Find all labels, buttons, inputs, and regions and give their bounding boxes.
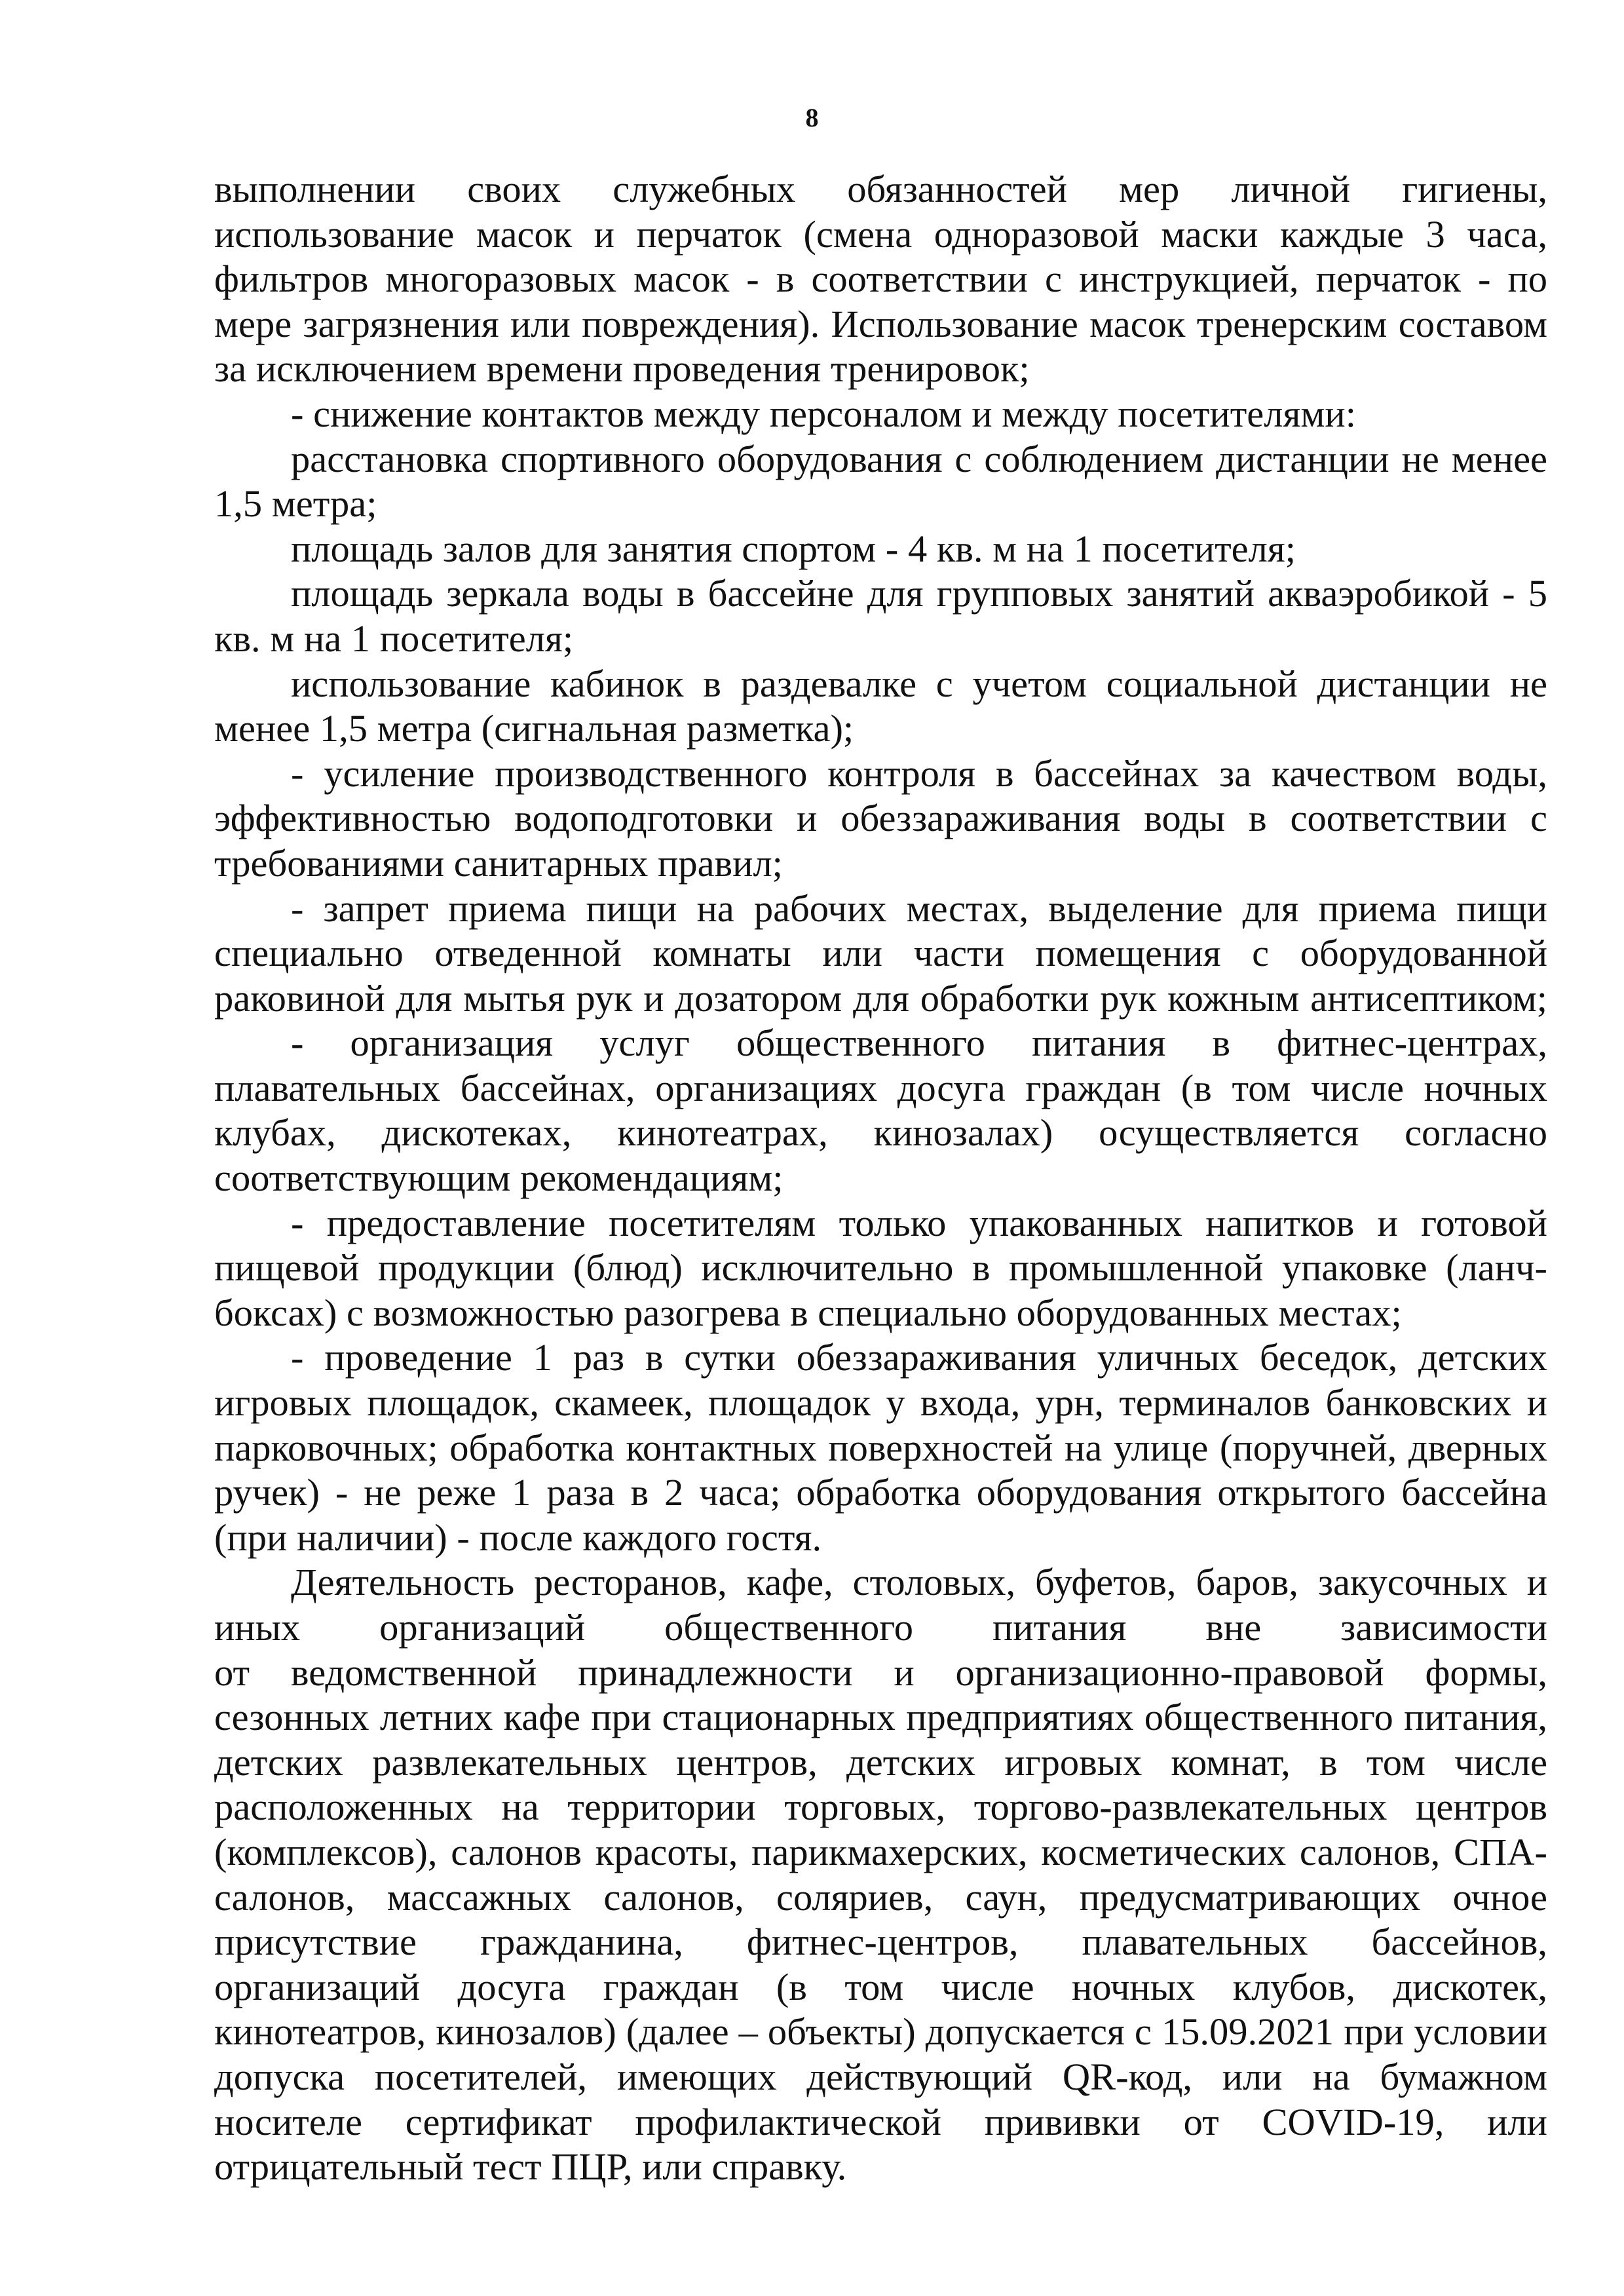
- text-line: пищевой продукции (блюд) исключительно в промышленной упаковке (ланч-: [214, 1246, 1547, 1290]
- text-line: клубах, дискотеках, кинотеатрах, кинозалах) осуществляется согласно: [214, 1111, 1547, 1155]
- text-line: эффективностью водоподготовки и обеззараживания воды в соответствии с: [214, 797, 1547, 840]
- text-line: расположенных на территории торговых, торгово-развлекательных центров: [214, 1786, 1547, 1829]
- text-line: кв. м на 1 посетителя;: [214, 617, 574, 660]
- text-line: парковочных; обработка контактных поверхностей на улице (поручней, дверных: [214, 1426, 1547, 1469]
- text-line: площадь залов для занятия спортом - 4 кв. м на 1 посетителя;: [291, 527, 1296, 570]
- text-line: Деятельность ресторанов, кафе, столовых, буфетов, баров, закусочных и: [291, 1561, 1547, 1604]
- text-line: присутствие гражданина, фитнес-центров, плавательных бассейнов,: [214, 1921, 1547, 1964]
- text-line: кинотеатров, кинозалов) (далее – объекты) допускается с 15.09.2021 при условии: [214, 2010, 1547, 2054]
- text-line: - усиление производственного контроля в бассейнах за качеством воды,: [291, 752, 1547, 795]
- text-line: менее 1,5 метра (сигнальная разметка);: [214, 707, 854, 750]
- text-line: боксах) с возможностью разогрева в специально оборудованных местах;: [214, 1291, 1402, 1334]
- text-line: специально отведенной комнаты или части помещения с оборудованной: [214, 932, 1547, 975]
- text-line: за исключением времени проведения тренировок;: [214, 347, 1030, 391]
- text-line: использование кабинок в раздевалке с учетом социальной дистанции не: [291, 662, 1547, 705]
- text-line: допуска посетителей, имеющих действующий QR-код, или на бумажном: [214, 2055, 1547, 2098]
- text-line: организаций досуга граждан (в том числе ночных клубов, дискотек,: [214, 1965, 1547, 2008]
- text-line: детских развлекательных центров, детских игровых комнат, в том числе: [214, 1740, 1547, 1784]
- text-line: площадь зеркала воды в бассейне для групповых занятий акваэробикой - 5: [291, 572, 1547, 615]
- text-line: (комплексов), салонов красоты, парикмахерских, косметических салонов, СПА-: [214, 1830, 1547, 1873]
- text-line: (при наличии) - после каждого гостя.: [214, 1516, 822, 1559]
- text-line: 1,5 метра;: [214, 482, 377, 526]
- text-line: ручек) - не реже 1 раза в 2 часа; обработка оборудования открытого бассейна: [214, 1471, 1547, 1514]
- text-line: использование масок и перчаток (смена одноразовой маски каждые 3 часа,: [214, 212, 1547, 256]
- page-number: 8: [805, 103, 819, 132]
- text-line: игровых площадок, скамеек, площадок у входа, урн, терминалов банковских и: [214, 1381, 1547, 1425]
- text-line: соответствующим рекомендациям;: [214, 1157, 784, 1200]
- text-line: салонов, массажных салонов, соляриев, саун, предусматривающих очное: [214, 1875, 1547, 1919]
- text-line: иных организаций общественного питания вне зависимости: [214, 1606, 1547, 1649]
- text-line: фильтров многоразовых масок - в соответствии с инструкцией, перчаток - по: [214, 258, 1547, 301]
- text-line: от ведомственной принадлежности и организационно-правовой формы,: [214, 1651, 1547, 1694]
- text-line: - проведение 1 раз в сутки обеззараживания уличных беседок, детских: [291, 1336, 1547, 1379]
- text-line: - снижение контактов между персоналом и между посетителями:: [291, 392, 1356, 435]
- text-line: выполнении своих служебных обязанностей мер личной гигиены,: [214, 168, 1547, 210]
- text-line: носителе сертификат профилактической прививки от COVID-19, или: [214, 2100, 1547, 2143]
- document-body: [214, 167, 1547, 2190]
- text-line: плавательных бассейнах, организациях досуга граждан (в том числе ночных: [214, 1066, 1547, 1109]
- text-line: требованиями санитарных правил;: [214, 841, 783, 885]
- text-line: мере загрязнения или повреждения). Использование масок тренерским составом: [214, 302, 1547, 345]
- text-line: - предоставление посетителям только упакованных напитков и готовой: [291, 1201, 1547, 1244]
- text-line: - организация услуг общественного питания в фитнес-центрах,: [291, 1022, 1547, 1065]
- text-line: раковиной для мытья рук и дозатором для обработки рук кожным антисептиком;: [214, 976, 1547, 1020]
- text-line: расстановка спортивного оборудования с соблюдением дистанции не менее: [291, 437, 1547, 480]
- text-line: отрицательный тест ПЦР, или справку.: [214, 2145, 847, 2189]
- text-line: сезонных летних кафе при стационарных предприятиях общественного питания,: [214, 1696, 1547, 1739]
- text-line: - запрет приема пищи на рабочих местах, выделение для приема пищи: [291, 887, 1547, 930]
